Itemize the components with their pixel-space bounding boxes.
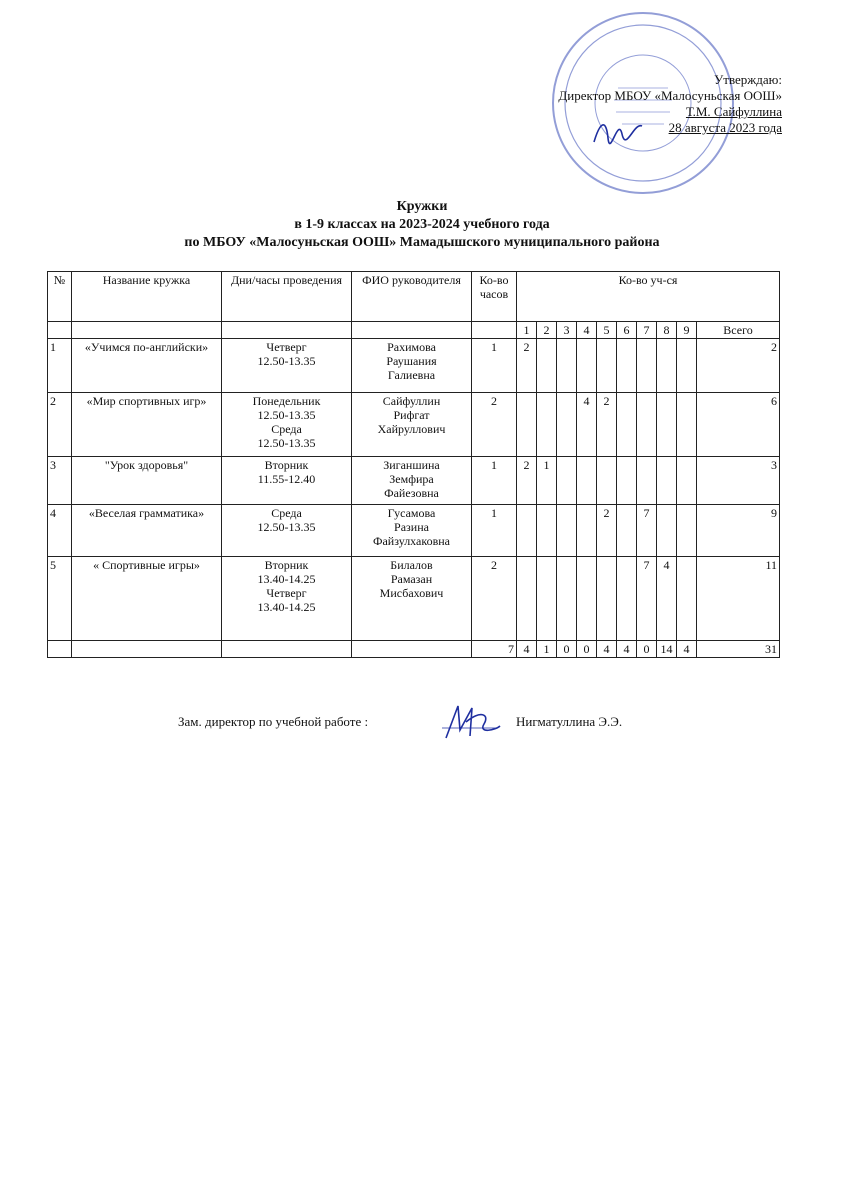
grade-count: [677, 557, 697, 641]
approval-line-2: Директор МБОУ «Малосуньская ООШ»: [558, 88, 782, 103]
table-row: [48, 557, 780, 641]
leader-name-part: Файзулхаковна: [373, 534, 450, 548]
total-header: Всего: [697, 322, 780, 339]
totals-cell: 4: [617, 641, 637, 658]
totals-cell: 7: [472, 641, 517, 658]
totals-cell: 0: [637, 641, 657, 658]
row-number: 3: [48, 457, 72, 505]
schedule-line: Среда: [271, 506, 302, 520]
grade-count: [597, 339, 617, 393]
club-hours: 1: [472, 505, 517, 557]
grade-header: 9: [677, 322, 697, 339]
club-hours: 2: [472, 393, 517, 457]
approval-line-1: Утверждаю:: [714, 72, 782, 87]
leader-name-part: Разина: [394, 520, 429, 534]
totals-cell: 4: [677, 641, 697, 658]
row-number: 2: [48, 393, 72, 457]
club-name: «Мир спортивных игр»: [72, 393, 222, 457]
col-header-leader: ФИО руководителя: [352, 272, 472, 322]
grade-count: [677, 393, 697, 457]
grade-count: [637, 339, 657, 393]
totals-cell: 4: [517, 641, 537, 658]
grade-header: 7: [637, 322, 657, 339]
title-line-3: по МБОУ «Малосуньская ООШ» Мамадышского муниципального района: [184, 235, 660, 250]
leader-name-part: Земфира: [389, 472, 434, 486]
row-total: 9: [697, 505, 780, 557]
grade-count: [557, 557, 577, 641]
totals-cell: 4: [597, 641, 617, 658]
leader-name-part: Сайфуллин: [382, 394, 441, 408]
totals-row: [48, 641, 780, 658]
club-days: [222, 393, 352, 457]
grade-count: [557, 457, 577, 505]
grade-count: [517, 557, 537, 641]
director-signature: [590, 112, 646, 148]
schedule-line: Четверг: [266, 586, 307, 600]
grade-count: [617, 339, 637, 393]
grade-count: [677, 339, 697, 393]
club-name: «Учимся по-английски»: [72, 339, 222, 393]
club-leader: [352, 457, 472, 505]
grade-header: 1: [517, 322, 537, 339]
table-row: [48, 393, 780, 457]
col-header-num: №: [48, 272, 72, 322]
club-hours: 2: [472, 557, 517, 641]
grade-header: 5: [597, 322, 617, 339]
grade-count: [617, 457, 637, 505]
club-hours: 1: [472, 457, 517, 505]
club-days: [222, 339, 352, 393]
schedule-line: 11.55-12.40: [257, 472, 316, 486]
approval-line-4: 28 августа 2023 года: [668, 120, 782, 135]
col-header-name: Название кружка: [72, 272, 222, 322]
col-header-days: Дни/часы проведения: [222, 272, 352, 322]
grade-count: [657, 505, 677, 557]
club-leader: [352, 393, 472, 457]
grade-count: [657, 457, 677, 505]
grade-count: [537, 393, 557, 457]
row-total: 2: [697, 339, 780, 393]
grade-header: 8: [657, 322, 677, 339]
row-total: 3: [697, 457, 780, 505]
row-number: 1: [48, 339, 72, 393]
grade-count: 2: [517, 339, 537, 393]
row-number: 5: [48, 557, 72, 641]
grade-header: 2: [537, 322, 557, 339]
row-number: 4: [48, 505, 72, 557]
schedule-line: 12.50-13.35: [257, 354, 316, 368]
grade-count: [657, 393, 677, 457]
grade-count: [677, 505, 697, 557]
totals-cell: 14: [657, 641, 677, 658]
leader-name-part: Рифгат: [393, 408, 430, 422]
grade-count: [537, 505, 557, 557]
club-name: « Спортивные игры»: [72, 557, 222, 641]
grade-count: [577, 505, 597, 557]
totals-cell: 1: [537, 641, 557, 658]
col-header-students: Ко-во уч-ся: [517, 272, 780, 322]
grade-count: 4: [657, 557, 677, 641]
club-name: "Урок здоровья": [72, 457, 222, 505]
clubs-table: [47, 271, 780, 658]
totals-cell: 0: [577, 641, 597, 658]
footer-name: Нигматуллина Э.Э.: [516, 714, 623, 729]
leader-name-part: Билалов: [390, 558, 433, 572]
grade-count: 7: [637, 557, 657, 641]
club-days: [222, 505, 352, 557]
grade-count: [617, 505, 637, 557]
leader-name-part: Рамазан: [390, 572, 433, 586]
title-line-2: в 1-9 классах на 2023-2024 учебного года: [294, 217, 550, 232]
grade-count: [557, 339, 577, 393]
leader-name-part: Раушания: [386, 354, 437, 368]
leader-name-part: Хайруллович: [377, 422, 446, 436]
leader-name-part: Галиевна: [387, 368, 436, 382]
grade-count: [577, 457, 597, 505]
club-leader: [352, 557, 472, 641]
club-hours: 1: [472, 339, 517, 393]
grade-count: [617, 557, 637, 641]
schedule-line: Вторник: [264, 558, 309, 572]
page-title: [0, 198, 844, 252]
schedule-line: Среда: [271, 422, 302, 436]
grade-count: 2: [517, 457, 537, 505]
schedule-line: 13.40-14.25: [257, 600, 316, 614]
club-leader: [352, 505, 472, 557]
club-leader: [352, 339, 472, 393]
grade-count: [577, 339, 597, 393]
grade-count: [597, 557, 617, 641]
totals-grand: 31: [697, 641, 780, 658]
grade-count: [577, 557, 597, 641]
grade-count: [617, 393, 637, 457]
footer-label: Зам. директор по учебной работе :: [178, 714, 369, 729]
schedule-line: 12.50-13.35: [257, 408, 316, 422]
grade-count: 2: [597, 393, 617, 457]
grade-count: [537, 339, 557, 393]
row-total: 6: [697, 393, 780, 457]
grade-count: [517, 505, 537, 557]
grade-count: 2: [597, 505, 617, 557]
grade-count: [537, 557, 557, 641]
grade-count: [637, 457, 657, 505]
leader-name-part: Рахимова: [387, 340, 436, 354]
row-total: 11: [697, 557, 780, 641]
totals-cell: 0: [557, 641, 577, 658]
grade-count: [597, 457, 617, 505]
leader-name-part: Мисбахович: [379, 586, 444, 600]
grade-count: [677, 457, 697, 505]
approval-line-3: Т.М. Сайфуллина: [685, 104, 782, 119]
table-row: [48, 505, 780, 557]
schedule-line: Вторник: [264, 458, 309, 472]
schedule-line: 12.50-13.35: [257, 520, 316, 534]
table-row: [48, 457, 780, 505]
leader-name-part: Зиганшина: [383, 458, 440, 472]
table-row: [48, 339, 780, 393]
schedule-line: 12.50-13.35: [257, 436, 316, 450]
grade-count: [657, 339, 677, 393]
deputy-signature: [440, 700, 502, 744]
col-header-hours: Ко-во часов: [472, 272, 517, 322]
grade-count: [557, 393, 577, 457]
schedule-line: Четверг: [266, 340, 307, 354]
club-days: [222, 557, 352, 641]
leader-name-part: Гусамова: [387, 506, 436, 520]
grade-header: 4: [577, 322, 597, 339]
schedule-line: 13.40-14.25: [257, 572, 316, 586]
title-line-1: Кружки: [396, 199, 448, 214]
grade-count: 4: [577, 393, 597, 457]
club-name: «Веселая грамматика»: [72, 505, 222, 557]
grade-header: 3: [557, 322, 577, 339]
leader-name-part: Файезовна: [384, 486, 439, 500]
grade-count: 7: [637, 505, 657, 557]
grade-count: 1: [537, 457, 557, 505]
grade-count: [517, 393, 537, 457]
grade-count: [637, 393, 657, 457]
grade-count: [557, 505, 577, 557]
schedule-line: Понедельник: [252, 394, 321, 408]
club-days: [222, 457, 352, 505]
grade-header: 6: [617, 322, 637, 339]
